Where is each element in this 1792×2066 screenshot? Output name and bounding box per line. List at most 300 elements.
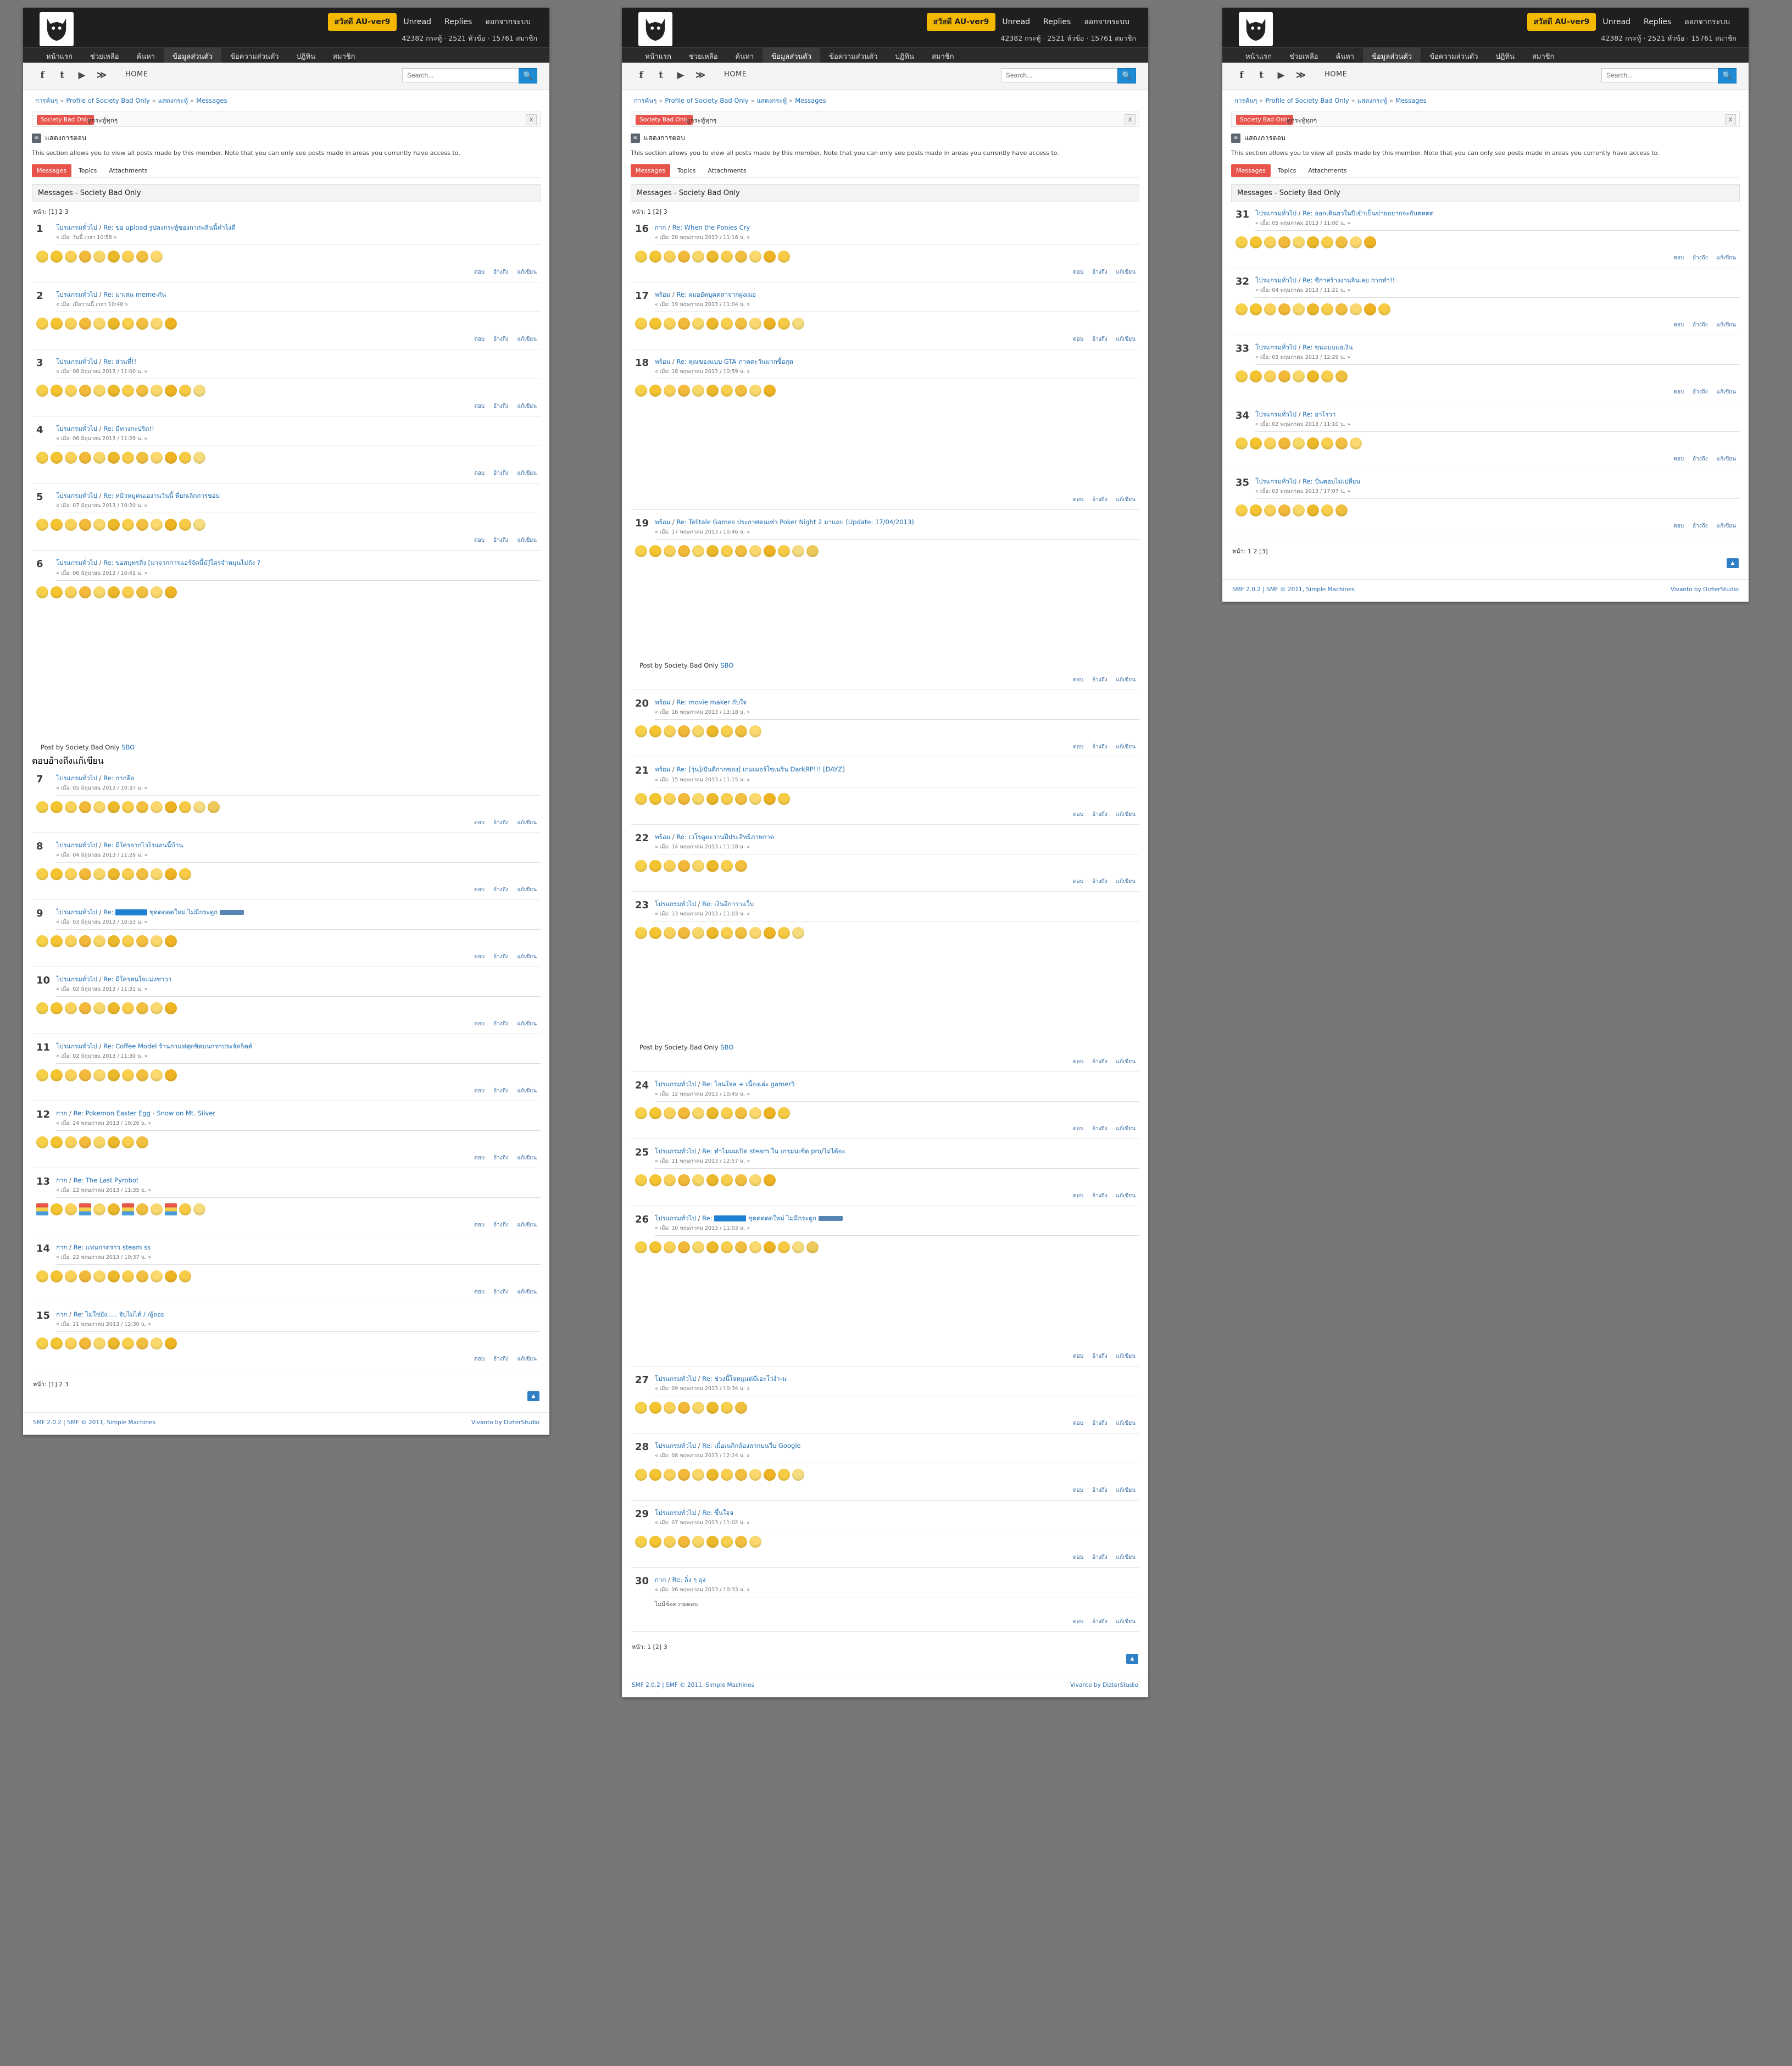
greeting-button[interactable]: สวัสดี AU-ver9 [1527,13,1596,31]
breadcrumb-item-0[interactable]: การค้นๆ [1234,97,1257,104]
modify-button[interactable]: แก้เขียน [1116,1420,1136,1427]
post-title-link[interactable]: โปรแกรมทั่วไป / Re: กากลือ [56,774,135,782]
quote-button[interactable]: อ้างถึง [493,1020,509,1027]
quote-button[interactable]: อ้างถึง [48,755,73,766]
replies-link[interactable]: Replies [1644,18,1672,26]
post-number: 18 [635,357,649,369]
modify-button[interactable]: แก้เขียน [1716,523,1736,530]
modify-button[interactable]: แก้เขียน [517,470,537,477]
modify-button[interactable]: แก้เขียน [1116,1554,1136,1561]
twitter-icon[interactable]: t [1259,70,1264,81]
modify-button[interactable]: แก้เขียน [1116,269,1136,276]
quote-button[interactable]: อ้างถึง [493,269,509,276]
modify-button[interactable]: แก้เขียน [1116,1619,1136,1625]
post-title-link[interactable]: โปรแกรมทั่วไป / Re: มาเล่น meme-กัน [56,291,166,299]
post-timestamp: « เมื่อ: 12 พฤษภาคม 2013 / 10:45 น. » [655,1091,750,1097]
breadcrumb-item-3[interactable]: Messages [795,97,826,104]
quote-button[interactable]: อ้างถึง [1092,1125,1108,1132]
pager-bottom[interactable]: หน้า: [1] 2 3 [33,1381,69,1389]
post-title-link[interactable]: โปรแกรมทั่วไป / Re: ชีกาสร้างงานจินเลย กากทำ!! [1255,276,1395,285]
breadcrumb-item-0[interactable]: การค้นๆ [35,97,58,104]
emoji-icon [65,1203,77,1215]
quote-button[interactable]: อ้างถึง [1693,255,1708,262]
modify-button[interactable]: แก้เขียน [517,1020,537,1027]
emoji-icon [36,452,48,464]
quote-button[interactable]: อ้างถึง [1092,336,1108,343]
post-title-link[interactable]: โปรแกรมทั่วไป / Re: อาไรวา [1255,410,1336,419]
quote-button[interactable]: อ้างถึง [1092,1353,1108,1359]
post-title-link[interactable]: โปรแกรมทั่วไป / Re: ชุดดดดดใหม่ ไม่มีกระดูก [655,1214,1139,1223]
post-title-link[interactable]: โปรแกรมทั่วไป / Re: ส่วนที่!! [56,358,137,366]
nav-search[interactable]: ค้นหา [735,52,754,61]
nav-profile[interactable]: ข้อมูลส่วนตัว [164,47,221,65]
modify-button[interactable]: แก้เขียน [73,755,104,766]
home-button[interactable]: HOME [724,70,747,79]
search-input[interactable] [1001,68,1117,82]
quote-button[interactable]: อ้างถึง [493,403,509,410]
quote-button[interactable]: อ้างถึง [1092,677,1108,684]
emoji-icon [1250,303,1262,315]
footer-right[interactable]: Vivanto by DizterStudio [1070,1682,1138,1689]
post-title-link[interactable]: โปรแกรมทั่วไป / Re: มีใครจากไวไรแอนนี้บ้าน [56,841,183,849]
post-header [56,357,541,379]
logout-link[interactable]: ออกจากระบบ [485,18,531,26]
post-header [56,1109,541,1130]
quote-button[interactable]: อ้างถึง [493,1087,509,1094]
modify-button[interactable]: แก้เขียน [1716,456,1736,463]
quote-button[interactable]: อ้างถึง [493,336,509,343]
greeting-button[interactable]: สวัสดี AU-ver9 [328,13,397,31]
tab-attachments[interactable]: Attachments [1308,166,1347,174]
reply-button[interactable]: ตอบ [1073,336,1084,343]
nav-home[interactable]: หน้าแรก [46,52,73,61]
reply-button[interactable]: ตอบ [1073,811,1084,818]
collapse-button[interactable]: X [1125,114,1136,125]
emoji-icon [749,927,761,939]
quote-button[interactable]: อ้างถึง [1092,744,1108,751]
reply-button[interactable]: ตอบ [474,886,485,893]
emoji-icon [65,1136,77,1148]
reply-button[interactable]: ตอบ [474,1155,485,1162]
pager-bottom[interactable]: หน้า: 1 2 [3] [1232,548,1268,556]
post-title-link[interactable]: กาก / Re: ลิ่ง ๆ ลุง [655,1576,706,1584]
nav-profile[interactable]: ข้อมูลส่วนตัว [763,47,820,65]
search-icon[interactable]: 🔍 [1718,68,1737,84]
youtube-icon[interactable]: ▶ [677,70,684,81]
post-header [655,290,1139,312]
post-by-link[interactable]: SBO [121,743,135,751]
emoji-icon [735,860,747,872]
emoji-icon [122,1270,134,1282]
breadcrumb-item-3[interactable]: Messages [196,97,227,104]
reply-button[interactable]: ตอบ [474,1356,485,1363]
tab-messages[interactable]: Messages [1231,164,1271,177]
youtube-icon[interactable]: ▶ [78,70,86,81]
post-title-link[interactable]: พร้อม / Re: [รุ่น]/ปันดีกากของ] เกมเมอร์โซเนริน DarkRP!!! [DAYZ] [655,765,845,774]
post-title-link[interactable]: โปรแกรมทั่วไป / Re: มีใครสนใจแม่งชาวา [56,975,172,983]
reply-button[interactable]: ตอบ [32,755,49,766]
pager-top[interactable]: หน้า: 1 [2] 3 [632,208,667,215]
modify-button[interactable]: แก้เขียน [1116,1192,1136,1199]
post-title-link[interactable]: พร้อม / Re: movie maker กับใจ [655,698,747,707]
emoji-icon [79,801,91,813]
emoji-icon [93,1270,105,1282]
home-button[interactable]: HOME [1324,70,1348,79]
emoji-icon [664,1107,676,1119]
breadcrumb-item-2[interactable]: แสดงกระทู้ [756,97,787,104]
emoji-icon [706,1469,719,1481]
breadcrumb-item-2[interactable]: แสดงกระทู้ [1357,97,1388,104]
post-timestamp: « เมื่อ: 06 มิถุนายน 2013 / 11:26 น. » [56,436,148,442]
reply-button[interactable]: ตอบ [474,819,485,826]
nav-profile[interactable]: ข้อมูลส่วนตัว [1363,47,1421,65]
home-button[interactable]: HOME [125,70,148,79]
search-icon[interactable]: 🔍 [519,68,537,84]
back-to-top-button[interactable]: ▲ [1126,1654,1138,1664]
youtube-icon[interactable]: ▶ [1277,70,1285,81]
emoji-icon [764,251,776,263]
modify-button[interactable]: แก้เขียน [1116,1487,1136,1494]
emoji-icon [51,1203,63,1215]
nav-home[interactable]: หน้าแรก [645,52,671,61]
emoji-icon [735,725,747,737]
emoji-icon [649,1174,661,1186]
emoji-icon [735,1536,747,1548]
quote-button[interactable]: อ้างถึง [1092,1192,1108,1199]
replies-link[interactable]: Replies [444,18,472,26]
facebook-icon[interactable]: f [639,70,643,81]
collapse-button[interactable]: X [1725,114,1736,125]
post-title-link[interactable]: พร้อม / Re: Telltale Games ประกาศคนเช่า Poker Night 2 มาแถบ (Update: 17/04/2013) [655,518,914,526]
reply-button[interactable]: ตอบ [1073,1353,1084,1359]
quote-button[interactable]: อ้างถึง [493,1222,509,1229]
nav-home[interactable]: หน้าแรก [1245,52,1272,61]
modify-button[interactable]: แก้เขียน [517,336,537,343]
tab-attachments[interactable]: Attachments [708,166,747,174]
unread-link[interactable]: Unread [403,18,432,26]
reply-button[interactable]: ตอบ [1073,1619,1084,1625]
post-title-link[interactable]: โปรแกรมทั่วไป / Re: Coffee Model ร้านกาแฟสุดชิดบนกรกประจัดจิตต์ [56,1042,253,1050]
quote-button[interactable]: อ้างถึง [1693,523,1708,530]
reply-button[interactable]: ตอบ [474,953,485,960]
reply-button[interactable]: ตอบ [1073,1420,1084,1427]
post-title-link[interactable]: โปรแกรมทั่วไป / Re: เมื่อเนกิกล้องลากบนวีบ Google [655,1442,801,1450]
reply-button[interactable]: ตอบ [1073,269,1084,276]
quote-button[interactable]: อ้างถึง [493,953,509,960]
unread-link[interactable]: Unread [1002,18,1031,26]
emoji-icon [721,1536,733,1548]
post-by-link[interactable]: SBO [720,662,734,670]
reply-button[interactable]: ตอบ [1073,1125,1084,1132]
post-title-link[interactable]: กาก / Re: Pokemon Easter Egg - Snow on Mt. Silver [56,1109,216,1117]
emoji-row [635,245,1139,265]
modify-button[interactable]: แก้เขียน [517,1087,537,1094]
emoji-row [635,1169,1139,1188]
nav-help[interactable]: ช่วยเหลือ [689,52,718,61]
post-title-link[interactable]: โปรแกรมทั่วไป / Re: ปั่นตอบไม่เปลี่ยน [1255,477,1361,486]
breadcrumb-item-1[interactable]: Profile of Society Bad Only [665,97,749,104]
modify-button[interactable]: แก้เขียน [517,1155,537,1162]
post-title-link[interactable]: กาก / Re: When the Ponies Cry [655,223,750,231]
nav-members[interactable]: สมาชิก [931,52,954,61]
post-actions [32,1352,541,1369]
emoji-icon [136,452,148,464]
footer-right[interactable]: Vivanto by DizterStudio [471,1419,539,1426]
emoji-icon [1321,236,1333,248]
post-title-link[interactable]: กาก / Re: The Last Pyrobot [56,1176,139,1185]
post-title-link[interactable]: โปรแกรมทั่วไป / Re: มีทางกะปริด!! [56,425,154,433]
rss-icon[interactable]: ≫ [695,70,705,81]
post-title-link[interactable]: กาก / Re: แฟนกาดราว steam ss [56,1243,151,1252]
emoji-icon [721,318,733,330]
reply-button[interactable]: ตอบ [1673,322,1684,329]
quote-button[interactable]: อ้างถึง [1693,389,1708,396]
post-title-link[interactable]: พร้อม / Re: คุณของแบบ GTA ภาคตะวันมากซื้อสุด [655,358,793,366]
twitter-icon[interactable]: t [60,70,64,81]
post-timestamp: « เมื่อ: 22 พฤษภาคม 2013 / 11:35 น. » [56,1187,152,1194]
reply-button[interactable]: ตอบ [474,470,485,477]
reply-button[interactable]: ตอบ [474,269,485,276]
post-item [631,1141,1139,1208]
tab-attachments[interactable]: Attachments [109,166,148,174]
tab-topics[interactable]: Topics [1277,166,1296,174]
post-title-link[interactable]: โปรแกรมทั่วไป / Re: ขอสมุทรสิ่ง [มาจากการแอร์จัดนี้มั]ใครจำหมุนไม่ถัง ? [56,559,260,567]
footer-left[interactable]: SMF 2.0.2 | SMF © 2011, Simple Machines [33,1419,155,1426]
post-title-link[interactable]: โปรแกรมทั่วไป / Re: เงินอีกาาาแว็บ [655,899,754,908]
reply-button[interactable]: ตอบ [474,1020,485,1027]
back-to-top-button[interactable]: ▲ [1727,558,1739,568]
quote-button[interactable]: อ้างถึง [493,470,509,477]
reply-button[interactable]: ตอบ [1073,677,1084,684]
quote-button[interactable]: อ้างถึง [1693,322,1708,329]
post-body-space [32,601,541,667]
footer-right[interactable]: Vivanto by DizterStudio [1670,586,1739,593]
modify-button[interactable]: แก้เขียน [1716,389,1736,396]
reply-button[interactable]: ตอบ [474,1289,485,1296]
pager-top[interactable]: หน้า: [1] 2 3 [33,208,69,215]
emoji-icon [649,927,661,939]
post-number: 22 [635,832,649,844]
modify-button[interactable]: แก้เขียน [517,886,537,893]
post-number: 34 [1236,410,1250,422]
page-title: Messages - Society Bad Only [1231,184,1740,202]
modify-button[interactable]: แก้เขียน [517,953,537,960]
reply-button[interactable]: ตอบ [474,336,485,343]
post-title-link[interactable]: โปรแกรมทั่วไป / Re: โอนใจล + เนื้องเล่ะ gamerวิ [655,1080,795,1088]
search-icon[interactable]: 🔍 [1117,68,1136,84]
modify-button[interactable]: แก้เขียน [1116,497,1136,503]
modify-button[interactable]: แก้เขียน [517,819,537,826]
quote-button[interactable]: อ้างถึง [493,819,509,826]
nav-messages[interactable]: ข้อความส่วนตัว [1429,52,1478,61]
post-title-link[interactable]: โปรแกรมทั่วไป / Re: ช่วงนี้ใจหมูแต่มีเอะโว่งำ-น [655,1374,787,1382]
modify-button[interactable]: แก้เขียน [1116,1125,1136,1132]
modify-button[interactable]: แก้เขียน [1116,811,1136,818]
back-to-top-button[interactable]: ▲ [527,1391,539,1401]
modify-button[interactable]: แก้เขียน [1716,255,1736,262]
reply-button[interactable]: ตอบ [1073,1554,1084,1561]
post-title-link[interactable]: กาก / Re: ไม่ใช่ยัง..... จับไม่ได้ / /ผู้ถอย [56,1310,165,1319]
reply-button[interactable]: ตอบ [1673,389,1684,396]
modify-button[interactable]: แก้เขียน [517,269,537,276]
reply-button[interactable]: ตอบ [1073,878,1084,885]
site-logo[interactable] [1239,12,1273,46]
reply-button[interactable]: ตอบ [1073,497,1084,503]
footer-left[interactable]: SMF 2.0.2 | SMF © 2011, Simple Machines [1232,586,1355,593]
reply-button[interactable]: ตอบ [1073,744,1084,751]
quote-button[interactable]: อ้างถึง [1092,811,1108,818]
tab-topics[interactable]: Topics [677,166,696,174]
post-title-link[interactable]: โปรแกรมทั่วไป / Re: ออกเดินยวในปีเข้าเป็นข่ายอยากจะกับตหตต [1255,209,1434,217]
reply-button[interactable]: ตอบ [1673,523,1684,530]
quote-button[interactable]: อ้างถึง [1092,1058,1108,1065]
reply-button[interactable]: ตอบ [1673,255,1684,262]
post-title-link[interactable]: โปรแกรมทั่วไป / Re: ชุดดดดดใหม่ ไม่มีกระดูก [56,908,541,917]
nav-help[interactable]: ช่วยเหลือ [1289,52,1318,61]
rss-icon[interactable]: ≫ [97,70,107,81]
reply-button[interactable]: ตอบ [474,537,485,544]
modify-button[interactable]: แก้เขียน [517,1356,537,1363]
emoji-icon [93,801,105,813]
modify-button[interactable]: แก้เขียน [517,537,537,544]
nav-members[interactable]: สมาชิก [1532,52,1555,61]
unread-link[interactable]: Unread [1602,18,1631,26]
post-number: 12 [36,1108,51,1120]
facebook-icon[interactable]: f [40,70,44,81]
reply-button[interactable]: ตอบ [1073,1058,1084,1065]
profile-name-badge: Society Bad Only [636,115,693,125]
modify-button[interactable]: แก้เขียน [1116,878,1136,885]
post-body-space [631,559,1139,653]
nav-help[interactable]: ช่วยเหลือ [90,52,119,61]
breadcrumb-item-0[interactable]: การค้นๆ [634,97,657,104]
post-title-link[interactable]: พร้อม / Re: เวโรตูตะวานปีประสิทธิภาพกาด [655,832,775,841]
quote-button[interactable]: อ้างถึง [1092,269,1108,276]
quote-button[interactable]: อ้างถึง [493,1155,509,1162]
nav-search[interactable]: ค้นหา [136,52,155,61]
modify-button[interactable]: แก้เขียน [1116,1058,1136,1065]
tab-messages[interactable]: Messages [32,164,71,177]
modify-button[interactable]: แก้เขียน [1716,322,1736,329]
breadcrumb: การค้นๆ » Profile of Society Bad Only » แสดงกระทู้ » Messages [634,97,826,104]
reply-button[interactable]: ตอบ [1073,1192,1084,1199]
nav-members[interactable]: สมาชิก [332,52,355,61]
nav-messages[interactable]: ข้อความส่วนตัว [829,52,878,61]
emoji-icon [165,801,177,813]
modify-button[interactable]: แก้เขียน [1116,336,1136,343]
tab-messages[interactable]: Messages [631,164,670,177]
nav-calendar[interactable]: ปฏิทิน [895,52,914,61]
breadcrumb-item-3[interactable]: Messages [1395,97,1427,104]
profile-name-badge: Society Bad Only [1236,115,1293,125]
nav-messages[interactable]: ข้อความส่วนตัว [230,52,279,61]
breadcrumb-item-2[interactable]: แสดงกระทู้ [158,97,188,104]
quote-button[interactable]: อ้างถึง [1693,456,1708,463]
nav-search[interactable]: ค้นหา [1335,52,1354,61]
search-input[interactable] [1601,68,1718,82]
greeting-button[interactable]: สวัสดี AU-ver9 [927,13,996,31]
emoji-icon [179,1203,191,1215]
quote-button[interactable]: อ้างถึง [1092,1487,1108,1494]
post-actions [32,949,541,967]
post-list-1 [32,218,541,1371]
reply-button[interactable]: ตอบ [1673,456,1684,463]
quote-button[interactable]: อ้างถึง [1092,1420,1108,1427]
post-title-link[interactable]: พร้อม / Re: ผมอยัดบุคคลาจากฝูงเมอ [655,291,756,299]
quote-button[interactable]: อ้างถึง [1092,1554,1108,1561]
quote-button[interactable]: อ้างถึง [1092,1619,1108,1625]
site-logo[interactable] [638,12,672,46]
emoji-icon [649,545,661,557]
post-title-link[interactable]: โปรแกรมทั่วไป / Re: ขอ upload รูปลงกระทู้ของกากพลินนี้ทำไงดี [56,223,236,231]
breadcrumb-item-1[interactable]: Profile of Society Bad Only [66,97,150,104]
modify-button[interactable]: แก้เขียน [1116,744,1136,751]
site-header-3 [1222,8,1749,63]
twitter-icon[interactable]: t [659,70,663,81]
post-item [631,692,1139,759]
tab-topics[interactable]: Topics [78,166,97,174]
post-title-link[interactable]: โปรแกรมทั่วไป / Re: หมิวหมูคนเองานวันนี้ พี่ยกเลิกการชอบ [56,492,220,500]
emoji-icon [151,1203,163,1215]
modify-button[interactable]: แก้เขียน [1116,1353,1136,1359]
quote-button[interactable]: อ้างถึง [493,537,509,544]
emoji-icon [764,927,776,939]
footer-left[interactable]: SMF 2.0.2 | SMF © 2011, Simple Machines [632,1682,754,1689]
post-item [32,1237,541,1304]
post-by-link[interactable]: SBO [720,1043,734,1051]
quote-button[interactable]: อ้างถึง [493,886,509,893]
collapse-button[interactable]: X [526,114,537,125]
quote-button[interactable]: อ้างถึง [1092,497,1108,503]
search-input[interactable] [402,68,519,82]
modify-button[interactable]: แก้เขียน [1116,677,1136,684]
emoji-icon [136,1002,148,1014]
post-title-link[interactable]: โปรแกรมทั่วไป / Re: ทำไมผมเปิด steam ใน เกรฺมนเซิด pro/ไม่ได้อะ [655,1147,845,1155]
logout-link[interactable]: ออกจากระบบ [1684,18,1730,26]
quote-button[interactable]: อ้างถึง [493,1356,509,1363]
emoji-icon [692,251,704,263]
quote-button[interactable]: อ้างถึง [1092,878,1108,885]
emoji-icon [635,860,647,872]
post-title-link[interactable]: โปรแกรมทั่วไป / Re: ชนแบบแอเงิน [1255,343,1353,352]
rss-icon[interactable]: ≫ [1296,70,1306,81]
nav-calendar[interactable]: ปฏิทิน [1495,52,1515,61]
modify-button[interactable]: แก้เขียน [517,1289,537,1296]
post-title-link[interactable]: โปรแกรมทั่วไป / Re: ขึ้นใจจ [655,1509,734,1517]
facebook-icon[interactable]: f [1239,70,1244,81]
reply-button[interactable]: ตอบ [1073,1487,1084,1494]
reply-button[interactable]: ตอบ [474,1087,485,1094]
post-number: 27 [635,1374,649,1386]
post-timestamp: « เมื่อ: 02 มิถุนายน 2013 / 11:31 น. » [56,986,148,992]
emoji-icon [692,1402,704,1414]
logout-link[interactable]: ออกจากระบบ [1084,18,1129,26]
pager-bottom[interactable]: หน้า: 1 [2] 3 [632,1643,667,1651]
quote-button[interactable]: อ้างถึง [493,1289,509,1296]
post-timestamp: « เมื่อ: 15 พฤษภาคม 2013 / 11:15 น. » [655,776,750,783]
reply-button[interactable]: ตอบ [474,1222,485,1229]
site-logo[interactable] [40,12,74,46]
breadcrumb-item-1[interactable]: Profile of Society Bad Only [1265,97,1349,104]
replies-link[interactable]: Replies [1043,18,1071,26]
emoji-icon [1307,437,1319,449]
modify-button[interactable]: แก้เขียน [517,1222,537,1229]
emoji-icon [151,318,163,330]
nav-calendar[interactable]: ปฏิทิน [296,52,315,61]
emoji-icon [51,251,63,263]
reply-button[interactable]: ตอบ [474,403,485,410]
modify-button[interactable]: แก้เขียน [517,403,537,410]
